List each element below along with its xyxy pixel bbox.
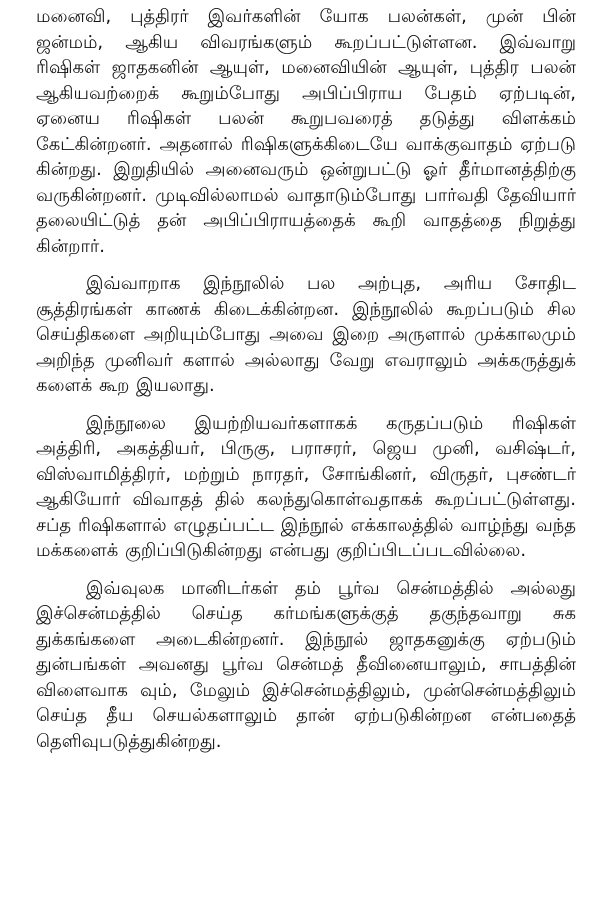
- paragraph-4: இவ்வுலக மானிடர்கள் தம் பூர்வ சென்மத்தில் அல்லது இச்சென்மத்தில் செய்த கர்மங்களுக்குத் தகுந்தவாறு சுக துக்கங்களை அடைகின்றனர். இந்நூல் ஜாதகனுக்கு ஏற்படும் துன்பங்கள் அவனது பூர்வ சென்மத் தீவினையாலும், சாபத்தின் விளைவாக வும், மேலும் இச்சென்மத்திலும், முன்சென்மத்திலும் செய்த தீய செயல்களாலும் தான் ஏற்படுகின்றன என்பதைத் தெளிவுபடுத்துகின்றது.: [36, 577, 576, 752]
- paragraph-2: இவ்வாறாக இந்நூலில் பல அற்புத, அரிய சோதிட சூத்திரங்கள் காணக் கிடைக்கின்றன. இந்நூலில் கூறப்படும் சில செய்திகளை அறியும்போது அவை இறை அருளால் முக்காலமும் அறிந்த முனிவர் களால் அல்லாது வேறு எவராலும் அக்கருத்துக் களைக் கூற இயலாது.: [36, 273, 576, 396]
- paragraph-1: மனைவி, புத்திரர் இவர்களின் யோக பலன்கள், முன் பின் ஜன்மம், ஆகிய விவரங்களும் கூறப்பட்டுள்ளன. இவ்வாறு ரிஷிகள் ஜாதகனின் ஆயுள், மனைவியின் ஆயுள், புத்திர பலன் ஆகியவற்றைக் கூறும்போது அபிப்பிராய பேதம் ஏற்படின், ஏனைய ரிஷிகள் பலன் கூறுபவரைத் தடுத்து விளக்கம் கேட்கின்றனர். அதனால் ரிஷிகளுக்கிடையே வாக்குவாதம் ஏற்படு கின்றது. இறுதியில் அனைவரும் ஒன்றுபட்டு ஓர் தீர்மானத்திற்கு வருகின்றனர். முடிவில்லாமல் வாதாடும்போது பார்வதி தேவியார் தலையிட்டுத் தன் அபிப்பிராயத்தைக் கூறி வாதத்தை நிறுத்து கின்றார்.: [36, 6, 576, 257]
- paragraph-3: இந்நூலை இயற்றியவர்களாகக் கருதப்படும் ரிஷிகள் அத்திரி, அகத்தியர், பிருகு, பராசரர், ஜெய முனி, வசிஷ்டர், விஸ்வாமித்திரர், மற்றும் நாரதர், சோங்கினர், விருதர், புசண்டர் ஆகியோர் விவாதத் தில் கலந்துகொள்வதாகக் கூறப்பட்டுள்ளது. சப்த ரிஷிகளால் எழுதப்பட்ட இந்நூல் எக்காலத்தில் வாழ்ந்து வந்த மக்களைக் குறிப்பிடுகின்றது என்பது குறிப்பிடப்படவில்லை.: [36, 412, 576, 561]
- document-page: [36, 4, 576, 766]
